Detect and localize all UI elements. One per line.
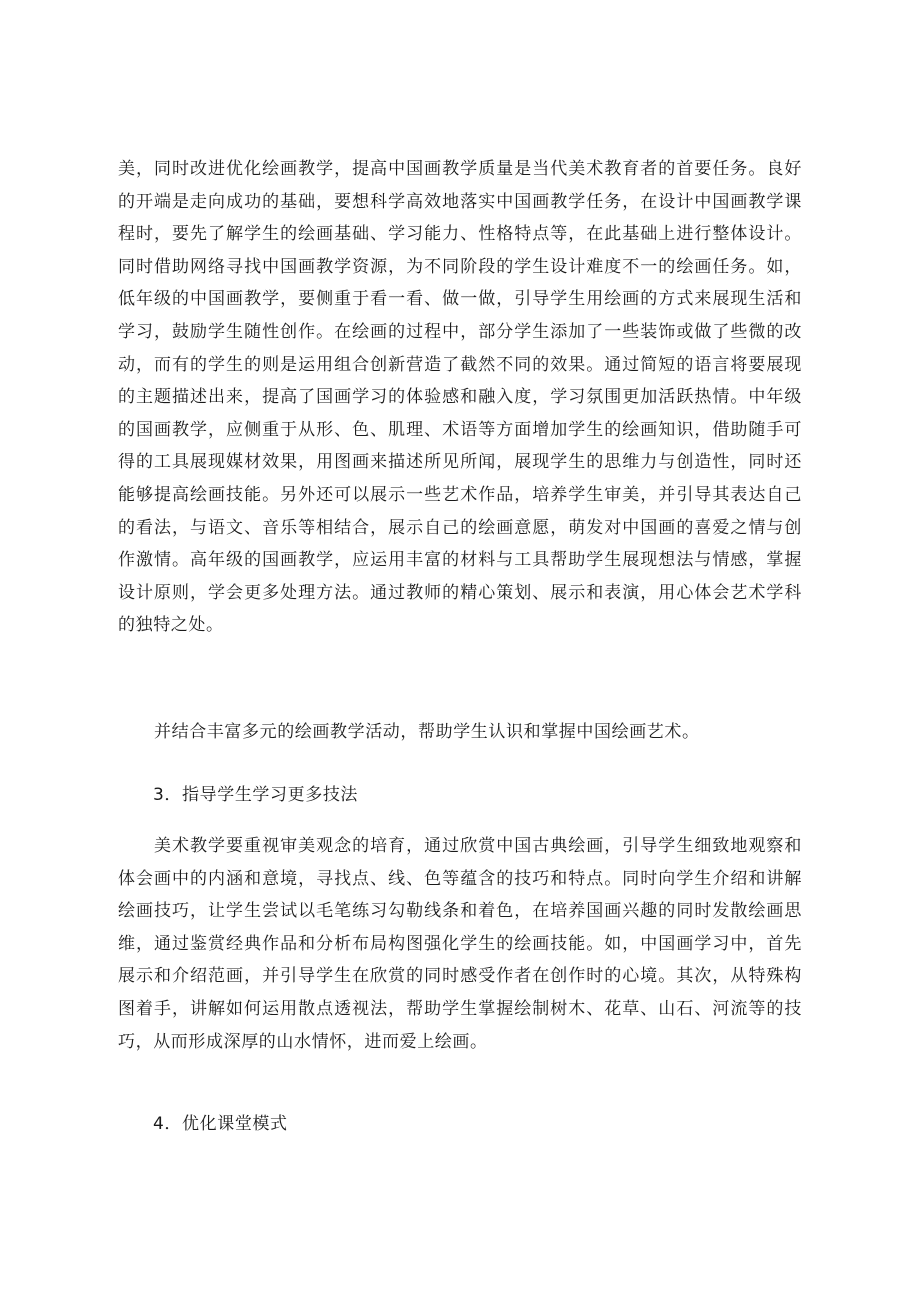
section-heading: 4．优化课堂模式	[153, 1114, 288, 1134]
section-heading: 3．指导学生学习更多技法	[153, 785, 359, 805]
body-paragraph: 美术教学要重视审美观念的培育，通过欣赏中国古典绘画，引导学生细致地观察和体会画中的内涵和意境，寻找点、线、色等蕴含的技巧和特点。同时向学生介绍和讲解绘画技巧，让学生尝试以毛笔练习勾勒线条和着色，在培养国画兴趣的同时发散绘画思维，通过鉴赏经典作品和分析布局构图强化学生的绘画技能。如，中国画学习中，首先展示和介绍范画，并引导学生在欣赏的同时感受作者在创作时的心境。其次，从特殊构图着手，讲解如何运用散点透视法，帮助学生掌握绘制树木、花草、山石、河流等的技巧，从而形成深厚的山水情怀，进而爱上绘画。	[118, 836, 802, 1052]
body-paragraph: 美，同时改进优化绘画教学，提高中国画教学质量是当代美术教育者的首要任务。良好的开端是走向成功的基础，要想科学高效地落实中国画教学任务，在设计中国画教学课程时，要先了解学生的绘画基础、学习能力、性格特点等，在此基础上进行整体设计。同时借助网络寻找中国画教学资源，为不同阶段的学生设计难度不一的绘画任务。如，低年级的中国画教学，要侧重于看一看、做一做，引导学生用绘画的方式来展现生活和学习，鼓励学生随性创作。在绘画的过程中，部分学生添加了一些装饰或做了些微的改动，而有的学生的则是运用组合创新营造了截然不同的效果。通过简短的语言将要展现的主题描述出来，提高了国画学习的体验感和融入度，学习氛围更加活跃热情。中年级的国画教学，应侧重于从形、色、肌理、术语等方面增加学生的绘画知识，借助随手可得的工具展现媒材效果，用图画来描述所见所闻，展现学生的思维力与创造性，同时还能够提高绘画技能。另外还可以展示一些艺术作品，培养学生审美，并引导其表达自己的看法，与语文、音乐等相结合，展示自己的绘画意愿，萌发对中国画的喜爱之情与创作激情。高年级的国画教学，应运用丰富的材料与工具帮助学生展现想法与情感，掌握设计原则，学会更多处理方法。通过教师的精心策划、展示和表演，用心体会艺术学科的独特之处。	[118, 159, 802, 636]
body-paragraph: 并结合丰富多元的绘画教学活动，帮助学生认识和掌握中国绘画艺术。	[154, 722, 700, 742]
